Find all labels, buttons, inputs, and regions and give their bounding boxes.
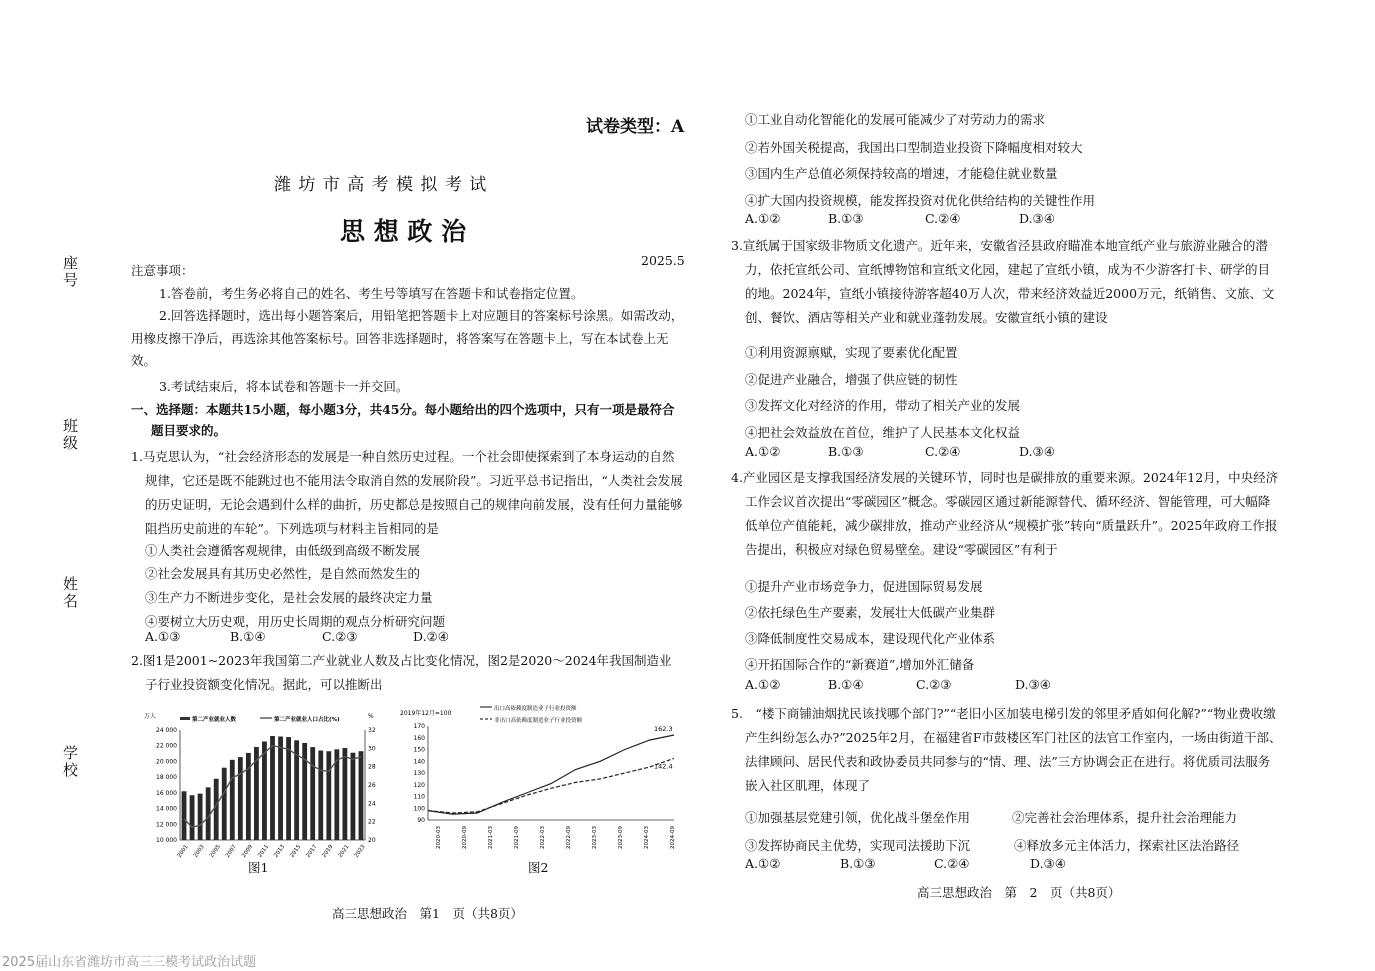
side-label-name: 姓名 bbox=[61, 576, 79, 610]
legend-label: 第二产业就业人数 bbox=[192, 717, 237, 723]
q1-choice-b: B.①④ bbox=[230, 629, 266, 644]
footer-page-1: 高三思想政治 第1 页（共8页） bbox=[332, 906, 523, 921]
x-tick-label: 2020-03 bbox=[436, 826, 442, 849]
q4-option-1: ①提升产业市场竞争力，促进国际贸易发展 bbox=[745, 579, 983, 594]
q2-choice-b: B.①③ bbox=[828, 211, 864, 226]
notice-item-2: 2.回答选择题时，选出每小题答案后，用铅笔把答题卡上对应题目的答案标号涂黑。如需改动，用橡皮擦干净后，再选涂其他答案标号。回答非选择题时，将答案写在答题卡上，写在本试卷上无效。 bbox=[131, 308, 684, 368]
y-tick-label-right: 28 bbox=[368, 763, 376, 771]
x-tick-label: 2021 bbox=[337, 843, 351, 859]
q3-option-4: ④把社会效益放在首位，维护了人民基本文化权益 bbox=[745, 425, 1021, 440]
q4-option-2: ②依托绿色生产要素，发展壮大低碳产业集群 bbox=[745, 605, 996, 620]
end-value-label: 142.4 bbox=[654, 762, 673, 771]
q4-choice-a: A.①② bbox=[745, 677, 781, 692]
bar bbox=[222, 768, 227, 840]
x-tick-label: 2005 bbox=[208, 843, 222, 859]
bar bbox=[359, 751, 364, 840]
question-4-stem: 4.产业园区是支撑我国经济发展的关键环节，同时也是碳排放的重要来源。2024年12月，中央经济工作会议首次提出“零碳园区”概念。零碳园区通过新能源替代、循环经济、智能管理，可大幅降低单位产值能耗，减少碳排放，推动产业经济从“规模扩张”转向“质量跃升”。2025年政府工作报告提出，积极应对绿色贸易壁垒。建设“零碳园区”有利于 bbox=[731, 470, 1279, 557]
y-tick-label: 120 bbox=[413, 781, 425, 789]
y-tick-label-right: 26 bbox=[368, 782, 376, 789]
x-tick-label: 2003 bbox=[192, 843, 206, 859]
q3-option-2: ②促进产业融合，增强了供应链的韧性 bbox=[745, 372, 958, 387]
q4-choice-c: C.②③ bbox=[916, 677, 952, 692]
q3-choice-d: D.③④ bbox=[1019, 444, 1055, 459]
x-tick-label: 2024-03 bbox=[644, 826, 650, 849]
y-tick-label: 22 000 bbox=[156, 742, 177, 750]
bar bbox=[310, 747, 315, 840]
q5-choice-b: B.①③ bbox=[840, 856, 876, 871]
q1-option-3: ③生产力不断进步变化，是社会发展的最终决定力量 bbox=[145, 590, 433, 605]
q4-choice-d: D.③④ bbox=[1015, 677, 1051, 692]
q5-choice-c: C.②④ bbox=[934, 856, 970, 871]
x-tick-label: 2023-09 bbox=[618, 826, 624, 849]
q1-choice-c: C.②③ bbox=[322, 629, 358, 644]
x-tick-label: 2023-03 bbox=[592, 826, 598, 849]
q2-choice-d: D.③④ bbox=[1019, 211, 1055, 226]
exam-name: 潍 坊 市 高 考 模 拟 考 试 bbox=[274, 175, 488, 195]
y-tick-label: 90 bbox=[417, 817, 425, 824]
side-label-seat: 座号 bbox=[61, 255, 79, 289]
bar bbox=[278, 737, 283, 840]
watermark-text: 2025届山东省潍坊市高三三模考试政治试题 bbox=[2, 955, 257, 970]
notice-item-3: 3.考试结束后，将本试卷和答题卡一并交回。 bbox=[159, 379, 409, 394]
x-tick-label: 2022-09 bbox=[566, 826, 572, 849]
bar bbox=[238, 757, 243, 840]
x-tick-label: 2015 bbox=[289, 843, 303, 859]
paper-type: 试卷类型：A bbox=[586, 117, 685, 137]
y-tick-label: 20 000 bbox=[156, 758, 177, 766]
footer-page-2: 高三思想政治 第 2 页（共8页） bbox=[917, 885, 1121, 900]
y-tick-label-right: 24 bbox=[368, 800, 376, 808]
figure-1-label: 图1 bbox=[248, 860, 269, 875]
y-tick-label-right: 22 bbox=[368, 818, 376, 826]
y-tick-label: 130 bbox=[413, 770, 425, 777]
side-label-school: 学校 bbox=[61, 745, 79, 779]
y-tick-label-right: 20 bbox=[368, 837, 376, 844]
y-axis-unit-right: % bbox=[368, 713, 374, 720]
q5-choice-d: D.③④ bbox=[1030, 856, 1066, 871]
y-tick-label-right: 30 bbox=[368, 745, 376, 753]
x-tick-label: 2020-09 bbox=[462, 826, 468, 849]
x-tick-label: 2017 bbox=[305, 843, 319, 859]
x-tick-label: 2022-03 bbox=[540, 826, 546, 849]
legend-label: 第二产业就业人口占比(%) bbox=[274, 717, 340, 723]
q4-option-3: ③降低制度性交易成本，建设现代化产业体系 bbox=[745, 631, 996, 646]
q1-choice-d: D.②④ bbox=[413, 629, 449, 644]
question-5-stem: 5. “楼下商铺油烟扰民该找哪个部门?”“老旧小区加装电梯引发的邻里矛盾如何化解?”“物业费收缴产生纠纷怎么办?”2025年2月，在福建省F市鼓楼区军门社区的法官工作室内，一场由街道干部、法律顾问、居民代表和政协委员共同参与的“情、理、法”三方协调会正在进行。将优质司法服务嵌入社区肌理，体现了 bbox=[731, 706, 1282, 793]
bar bbox=[230, 760, 235, 840]
line-series-export bbox=[428, 735, 674, 814]
x-tick-label: 2007 bbox=[224, 843, 238, 859]
q5-choice-a: A.①② bbox=[745, 856, 781, 871]
x-tick-label: 2009 bbox=[241, 843, 255, 859]
x-tick-label: 2024-09 bbox=[670, 826, 676, 849]
q4-option-4: ④开拓国际合作的“新赛道”,增加外汇储备 bbox=[745, 657, 975, 672]
q1-option-2: ②社会发展具有其历史必然性，是自然而然发生的 bbox=[145, 566, 421, 581]
q3-option-3: ③发挥文化对经济的作用，带动了相关产业的发展 bbox=[745, 398, 1021, 413]
end-value-label: 162.3 bbox=[654, 725, 673, 734]
y-tick-label: 170 bbox=[413, 723, 425, 730]
question-2-stem: 2.图1是2001~2023年我国第二产业就业人数及占比变化情况，图2是2020～2024年我国制造业子行业投资额变化情况。据此，可以推断出 bbox=[131, 653, 672, 692]
question-1-stem: 1.马克思认为，“社会经济形态的发展是一种自然历史过程。一个社会即使探索到了本身运动的自然规律，它还是既不能跳过也不能用法令取消自然的发展阶段”。习近平总书记指出，“人类社会发展的历史证明，无论会遇到什么样的曲折，历史都总是按照自己的规律向前发展，没有任何力量能够阻挡历史前进的车轮”。下列选项与材料主旨相同的是 bbox=[131, 449, 683, 536]
y-tick-label: 110 bbox=[413, 793, 425, 801]
y-tick-label: 14 000 bbox=[156, 805, 177, 813]
q2-choice-a: A.①② bbox=[745, 211, 781, 226]
bar bbox=[342, 748, 347, 840]
q5-option-4: ④释放多元主体活力，探索社区法治路径 bbox=[1014, 838, 1240, 853]
q2-choice-c: C.②④ bbox=[925, 211, 961, 226]
y-axis-unit-left: 万人 bbox=[144, 713, 157, 720]
bar bbox=[326, 751, 331, 840]
notice-title: 注意事项： bbox=[131, 263, 194, 278]
bar bbox=[270, 736, 275, 840]
q3-choice-a: A.①② bbox=[745, 444, 781, 459]
x-tick-label: 2001 bbox=[176, 843, 190, 859]
bar bbox=[286, 737, 291, 840]
q3-option-1: ①利用资源禀赋，实现了要素优化配置 bbox=[745, 345, 958, 360]
bar bbox=[318, 751, 323, 840]
y-tick-label: 24 000 bbox=[156, 727, 177, 734]
exam-date: 2025.5 bbox=[641, 253, 685, 268]
q1-option-4: ④要树立大历史观，用历史长周期的观点分析研究问题 bbox=[145, 614, 446, 629]
bar bbox=[214, 779, 219, 840]
figure-2-label: 图2 bbox=[528, 860, 549, 875]
y-tick-label-right: 32 bbox=[368, 727, 376, 734]
q2-option-3: ③国内生产总值必须保持较高的增速，才能稳住就业数量 bbox=[745, 166, 1058, 181]
question-3-stem: 3.宣纸属于国家级非物质文化遗产。近年来，安徽省泾县政府瞄准本地宣纸产业与旅游业融合的潜力，依托宣纸公司、宣纸博物馆和宣纸文化园，建起了宣纸小镇，成为不少游客打卡、研学的目的地。2024年，宣纸小镇接待游客超40万人次，带来经济效益近2000万元，纸销售、文旅、文创、餐饮、酒店等相关产业和就业蓬勃发展。安徽宣纸小镇的建设 bbox=[731, 238, 1275, 325]
figure-1-chart bbox=[140, 704, 400, 859]
x-tick-label: 2023 bbox=[353, 843, 367, 859]
page-title: 思 想 政 治 bbox=[340, 217, 467, 246]
bar bbox=[182, 791, 187, 840]
q1-option-1: ①人类社会遵循客观规律，由低级到高级不断发展 bbox=[145, 543, 421, 558]
y-tick-label: 140 bbox=[413, 758, 425, 766]
y-tick-label: 160 bbox=[413, 734, 425, 742]
y-tick-label: 18 000 bbox=[156, 774, 177, 782]
q1-choice-a: A.①③ bbox=[145, 629, 181, 644]
legend-label: 出口高依赖度制造业子行业投资额 bbox=[494, 706, 577, 712]
bar bbox=[190, 795, 195, 840]
y-tick-label: 150 bbox=[413, 746, 425, 754]
base-label: 2019年12月=100 bbox=[400, 710, 452, 717]
bar bbox=[262, 741, 267, 840]
q3-choice-b: B.①③ bbox=[828, 444, 864, 459]
q5-option-3: ③发挥协商民主优势，实现司法援助下沉 bbox=[745, 838, 971, 853]
q5-option-2: ②完善社会治理体系，提升社会治理能力 bbox=[1012, 810, 1238, 825]
bar bbox=[351, 753, 356, 840]
q3-choice-c: C.②④ bbox=[925, 444, 961, 459]
q2-option-2: ②若外国关税提高，我国出口型制造业投资下降幅度相对较大 bbox=[745, 140, 1083, 155]
notice-item-1: 1.答卷前，考生务必将自己的姓名、考生号等填写在答题卡和试卷指定位置。 bbox=[159, 286, 584, 301]
legend-label: 非出口高依赖度制造业子行业投资额 bbox=[494, 718, 583, 724]
legend-swatch-bars bbox=[180, 717, 190, 720]
y-tick-label: 16 000 bbox=[156, 789, 177, 797]
x-tick-label: 2011 bbox=[257, 843, 271, 859]
bar bbox=[302, 743, 307, 840]
q2-option-4: ④扩大国内投资规模，能发挥投资对优化供给结构的关键性作用 bbox=[745, 193, 1096, 208]
q5-option-1: ①加强基层党建引领，优化战斗堡垒作用 bbox=[745, 810, 971, 825]
section-heading: 一、选择题：本题共15小题，每小题3分，共45分。每小题给出的四个选项中，只有一项是最符合题目要求的。 bbox=[131, 402, 675, 438]
x-tick-label: 2019 bbox=[321, 843, 335, 859]
figure-2-chart bbox=[400, 704, 685, 859]
x-tick-label: 2021-09 bbox=[514, 826, 520, 849]
side-label-class: 班级 bbox=[61, 418, 79, 452]
q4-choice-b: B.①④ bbox=[828, 677, 864, 692]
bar bbox=[198, 794, 203, 840]
y-tick-label: 100 bbox=[413, 805, 425, 813]
line-series-non-export bbox=[428, 758, 674, 813]
y-tick-label: 12 000 bbox=[156, 821, 177, 829]
y-tick-label: 10 000 bbox=[156, 837, 177, 844]
q2-option-1: ①工业自动化智能化的发展可能减少了对劳动力的需求 bbox=[745, 112, 1046, 127]
x-tick-label: 2013 bbox=[273, 843, 287, 859]
x-tick-label: 2021-03 bbox=[488, 826, 494, 849]
